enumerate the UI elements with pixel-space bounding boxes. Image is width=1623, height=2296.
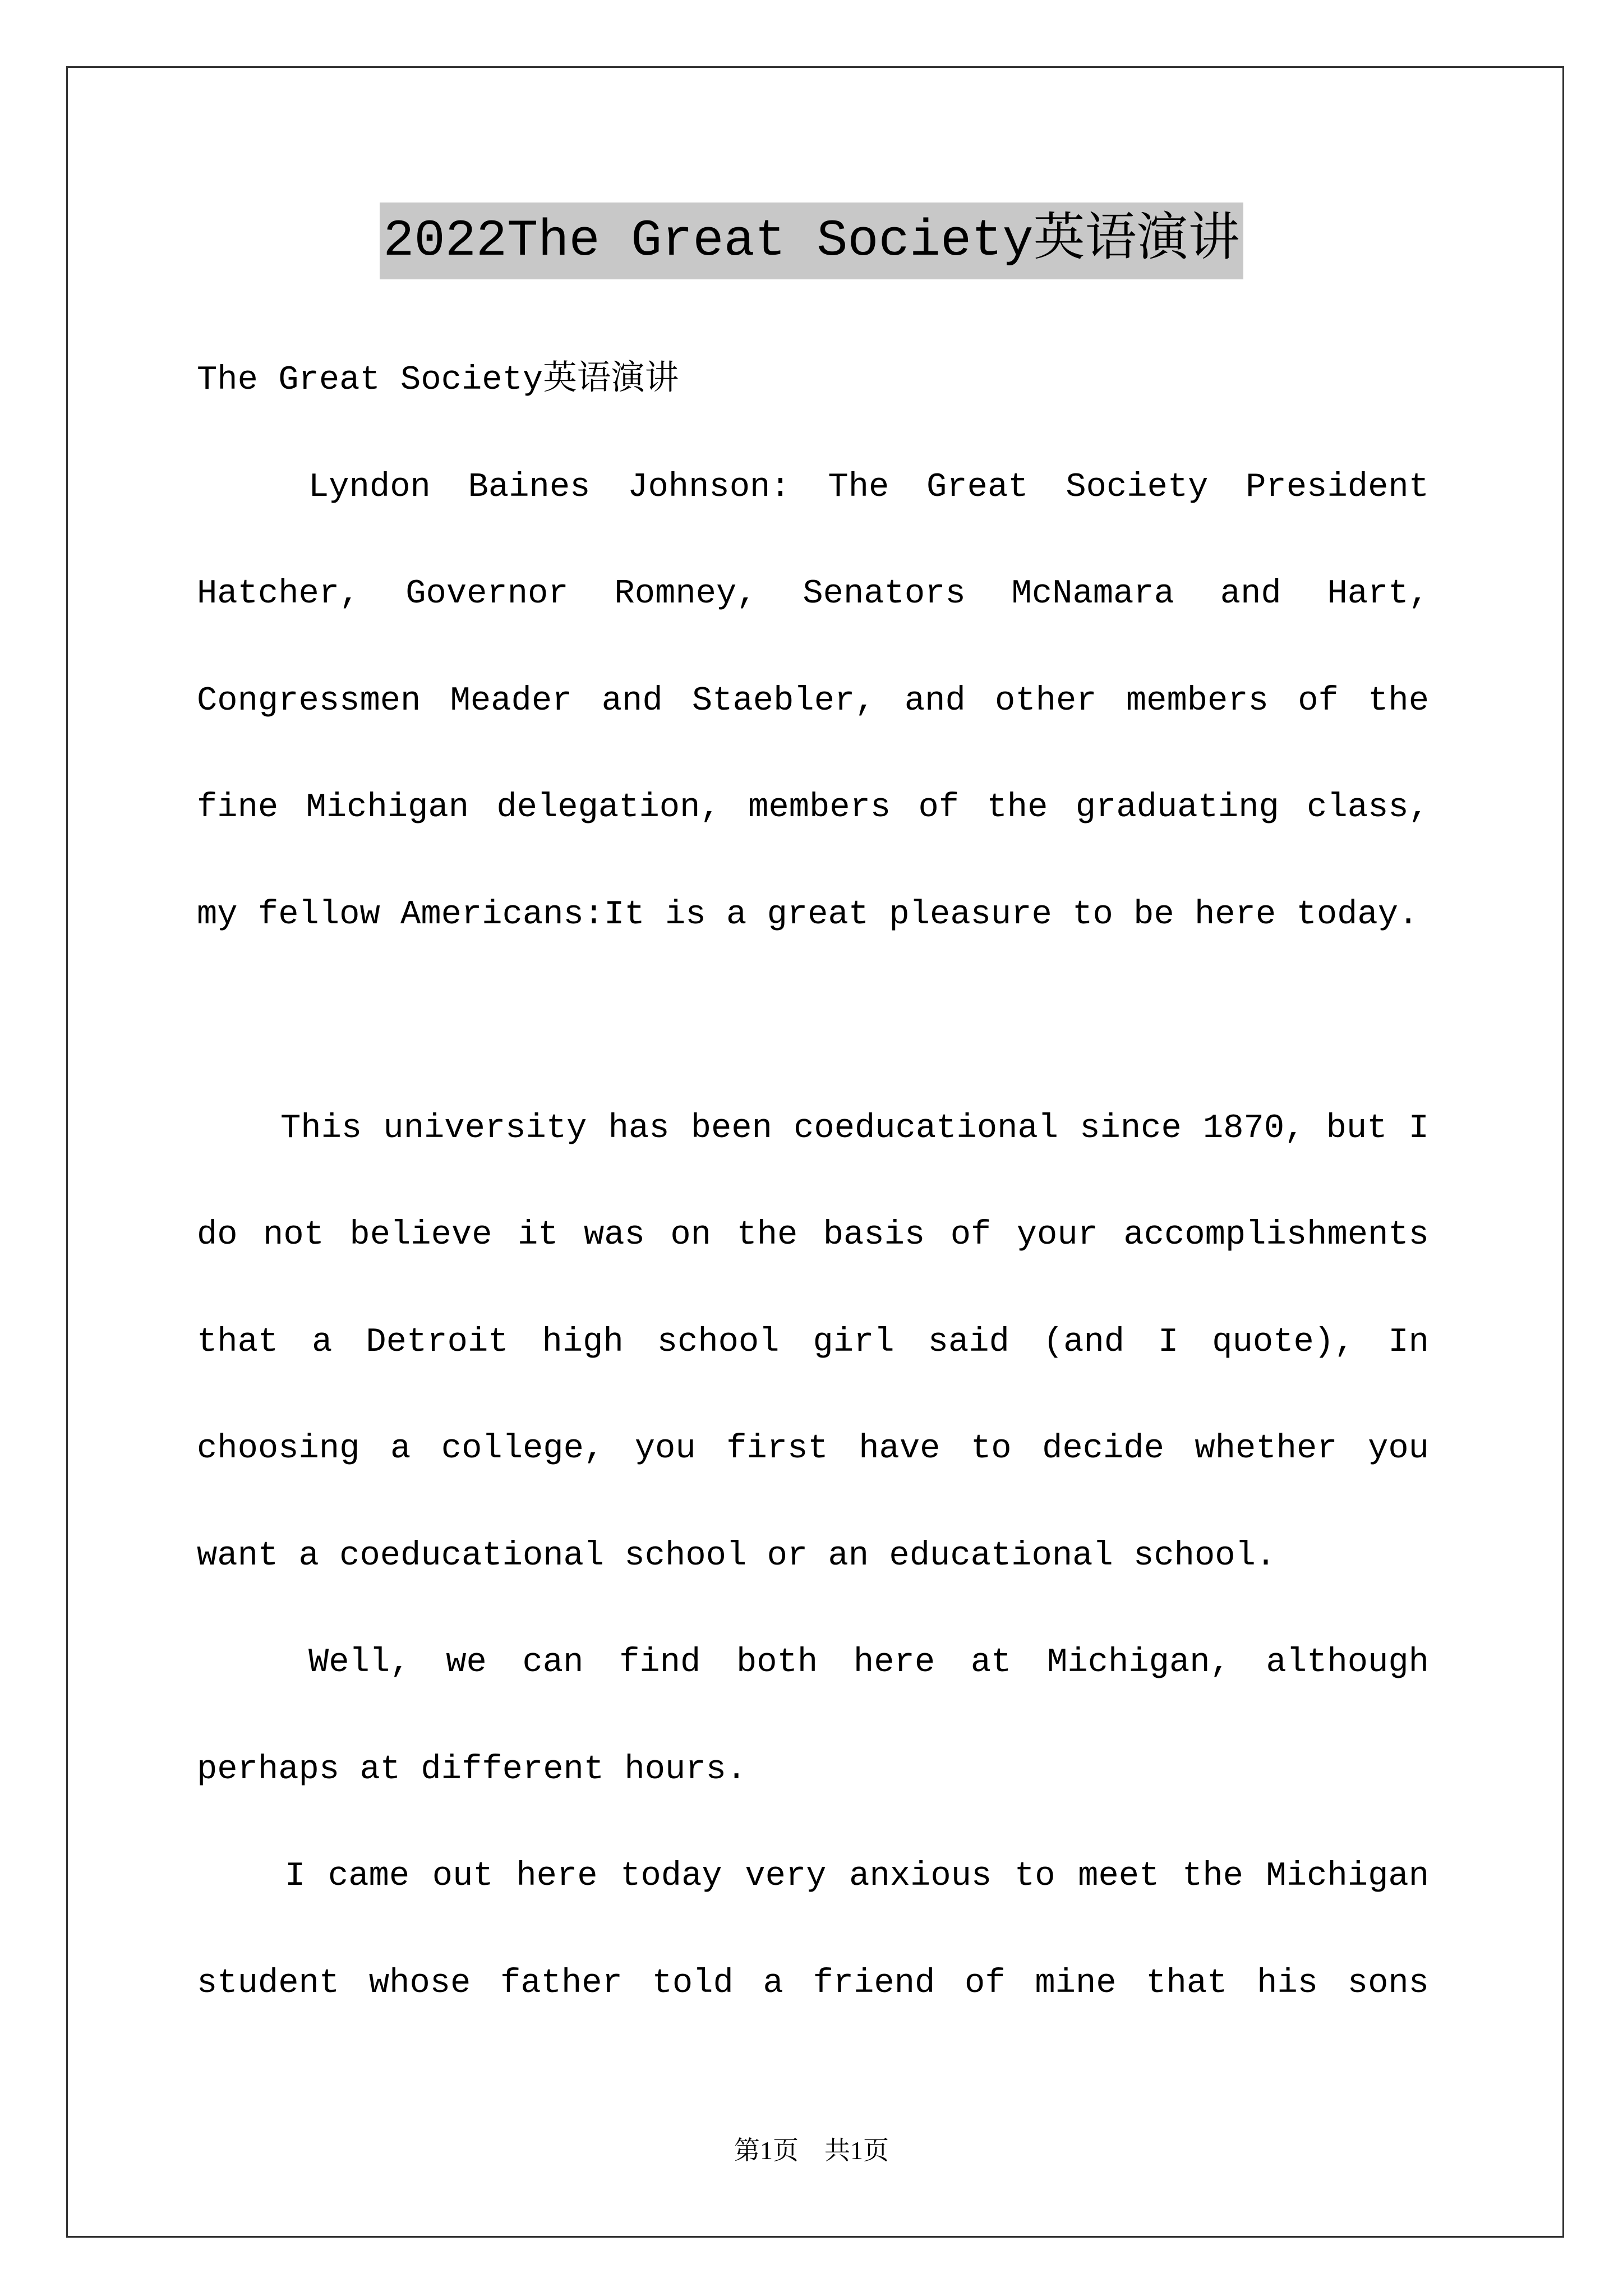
- paragraph-line: Well, we can find both here at Michigan, although: [308, 1644, 1429, 1682]
- document-title: 2022The Great Society英语演讲: [380, 203, 1243, 279]
- subtitle-line: The Great Society英语演讲: [197, 361, 679, 399]
- blank-line: [197, 968, 1429, 1075]
- document-body: [197, 327, 1429, 2037]
- paragraph: [197, 1609, 1429, 1823]
- title-block: [0, 203, 1623, 279]
- paragraph-line: do not believe it was on the basis of your accomplishments: [197, 1216, 1429, 1254]
- page-total: 共1页: [824, 2136, 889, 2165]
- paragraph-line: perhaps at different hours.: [197, 1750, 747, 1789]
- paragraph-line: student whose father told a friend of mine that his sons: [197, 1964, 1429, 2003]
- paragraph-line: This university has been coeducational since 1870, but I: [280, 1109, 1429, 1148]
- paragraph-line: Lyndon Baines Johnson: The Great Society President: [308, 468, 1429, 507]
- paragraph: [197, 434, 1429, 969]
- page-footer: [0, 2134, 1623, 2168]
- paragraph-line: Congressmen Meader and Staebler, and other members of the: [197, 682, 1429, 720]
- paragraph-line: Hatcher, Governor Romney, Senators McNamara and Hart,: [197, 575, 1429, 613]
- page-number: 第1页: [734, 2136, 799, 2165]
- paragraph-line: I came out here today very anxious to meet the Michigan: [285, 1857, 1429, 1895]
- paragraph: [197, 1075, 1429, 1610]
- paragraph-line: want a coeducational school or an educational school.: [197, 1536, 1276, 1575]
- paragraph-line: my fellow Americans:It is a great pleasure to be here today.: [197, 895, 1419, 934]
- paragraph-line: fine Michigan delegation, members of the graduating class,: [197, 789, 1429, 827]
- paragraph-line: choosing a college, you first have to decide whether you: [197, 1430, 1429, 1468]
- paragraph-line: that a Detroit high school girl said (and I quote), In: [197, 1323, 1429, 1361]
- paragraph: [197, 1823, 1429, 2037]
